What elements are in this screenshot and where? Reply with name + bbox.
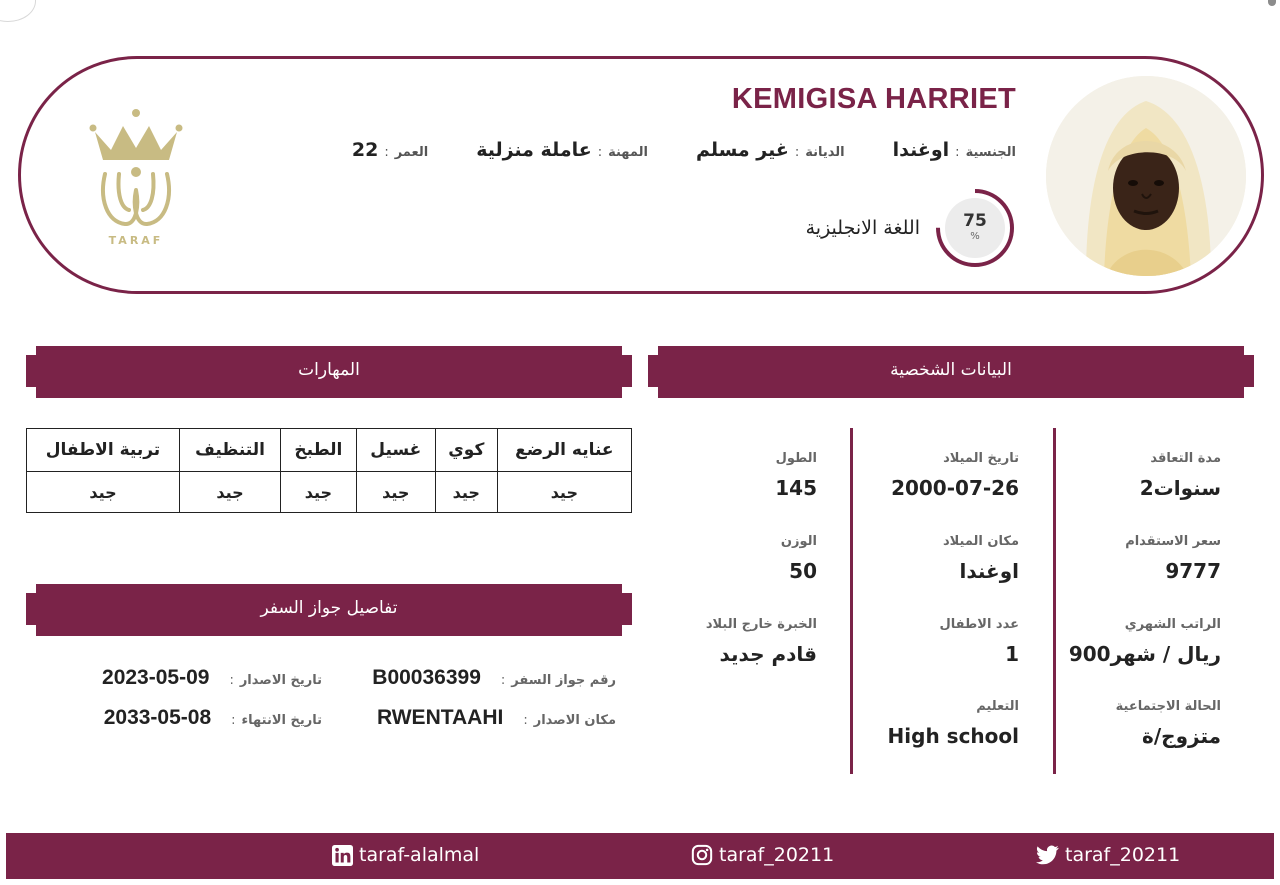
- nationality-value: اوغندا: [892, 139, 950, 161]
- corner-circle: [0, 0, 36, 22]
- profession-item: [476, 139, 648, 161]
- skill-level-cell: جيد: [27, 472, 180, 513]
- instagram-handle: taraf_20211: [719, 844, 835, 866]
- instagram-link[interactable]: [691, 844, 834, 866]
- twitter-link[interactable]: [1036, 844, 1180, 866]
- birth-date-label: تاريخ الميلاد: [943, 451, 1019, 466]
- skill-header-cell: كوي: [435, 429, 497, 472]
- weight-value: 50: [789, 559, 817, 583]
- passport-issue-place: [377, 706, 616, 730]
- skills-table: [26, 428, 632, 513]
- personal-column-1: [1053, 428, 1221, 774]
- separator: :: [229, 673, 234, 688]
- height-label: الطول: [775, 451, 817, 466]
- children-count-label: عدد الاطفال: [939, 617, 1019, 632]
- separator: :: [597, 145, 603, 160]
- religion-value: غير مسلم: [695, 139, 789, 161]
- skill-level-cell: جيد: [281, 472, 357, 513]
- footer: [6, 833, 1274, 879]
- crown-logo-icon: [81, 104, 191, 234]
- taraf-logo: [81, 104, 191, 254]
- worker-photo-illustration: [1046, 76, 1246, 276]
- linkedin-link[interactable]: [332, 844, 479, 866]
- skill-header-cell: غسيل: [356, 429, 435, 472]
- birth-place-label: مكان الميلاد: [942, 534, 1019, 549]
- personal-column-3: [665, 428, 817, 774]
- twitter-handle: taraf_20211: [1065, 844, 1181, 866]
- profile-card: [18, 56, 1264, 294]
- religion-label: الديانة: [805, 145, 845, 160]
- passport-header: [26, 584, 632, 636]
- skills-level-row: [27, 472, 632, 513]
- basic-info-row: [352, 139, 1016, 161]
- marital-status-label: الحالة الاجتماعية: [1115, 699, 1221, 714]
- monthly-salary-label: الراتب الشهري: [1124, 617, 1221, 632]
- personal-column-2: [850, 428, 1019, 774]
- experience-abroad-value: قادم جديد: [719, 642, 817, 666]
- height-value: 145: [775, 476, 817, 500]
- separator: :: [384, 145, 389, 160]
- english-level: [806, 187, 1016, 269]
- children-count: [853, 617, 1019, 666]
- skills-header-row: [27, 429, 632, 472]
- religion-item: [696, 139, 845, 161]
- nationality-item: [893, 139, 1016, 161]
- english-percent-unit: %: [970, 231, 980, 242]
- age-label: العمر: [394, 145, 429, 160]
- profession-label: المهنة: [608, 145, 648, 160]
- experience-abroad-label: الخبرة خارج البلاد: [705, 617, 817, 632]
- personal-data-title: البيانات الشخصية: [890, 360, 1012, 380]
- children-count-value: 1: [1005, 642, 1019, 666]
- logo-text: TARAF: [108, 234, 164, 247]
- height: [665, 451, 817, 500]
- linkedin-icon: [332, 845, 353, 866]
- passport-expiry-date: [104, 706, 322, 730]
- profession-value: عاملة منزلية: [476, 139, 592, 161]
- passport-issue-date-value: 2023-05-09: [102, 666, 210, 689]
- recruitment-price-value: 9777: [1165, 559, 1221, 583]
- age-value: 22: [351, 139, 379, 161]
- skills-title: المهارات: [298, 360, 360, 380]
- skills-header: [26, 346, 632, 398]
- twitter-icon: [1036, 845, 1059, 865]
- skill-level-cell: جيد: [356, 472, 435, 513]
- passport-expiry-date-label: تاريخ الانتهاء: [241, 713, 322, 728]
- passport-number-value: B00036399: [372, 666, 481, 689]
- personal-data-header: [648, 346, 1254, 398]
- passport-issue-date-label: تاريخ الاصدار: [239, 673, 322, 688]
- skill-header-cell: التنظيف: [179, 429, 280, 472]
- contract-duration-label: مدة التعاقد: [1150, 451, 1221, 466]
- english-progress-ring: [934, 187, 1016, 269]
- skill-level-cell: جيد: [179, 472, 280, 513]
- passport-number-label: رقم جواز السفر: [511, 673, 616, 688]
- nationality-label: الجنسية: [965, 145, 1016, 160]
- skill-header-cell: الطبخ: [281, 429, 357, 472]
- passport-expiry-date-value: 2033-05-08: [103, 706, 212, 729]
- recruitment-price: [1056, 534, 1221, 583]
- worker-name: KEMIGISA HARRIET: [731, 83, 1016, 115]
- instagram-icon: [691, 844, 713, 866]
- passport-issue-date: [102, 666, 322, 690]
- birth-place-value: اوغندا: [959, 559, 1019, 583]
- separator: :: [500, 673, 506, 688]
- contract-duration: [1056, 451, 1221, 500]
- separator: :: [794, 145, 800, 160]
- skill-level-cell: جيد: [435, 472, 497, 513]
- worker-photo: [1046, 76, 1246, 276]
- monthly-salary-value: 900ريال / شهر: [1068, 642, 1221, 666]
- weight-label: الوزن: [780, 534, 817, 549]
- separator: :: [523, 713, 528, 728]
- birth-date: [853, 451, 1019, 500]
- monthly-salary: [1056, 617, 1221, 666]
- age-item: [352, 139, 428, 161]
- skill-level-cell: جيد: [497, 472, 631, 513]
- skill-header-cell: عنايه الرضع: [497, 429, 631, 472]
- experience-abroad: [665, 617, 817, 666]
- marital-status-value: متزوج/ة: [1142, 724, 1221, 748]
- english-percent-value: 75: [963, 211, 987, 231]
- recruitment-price-label: سعر الاستقدام: [1125, 534, 1221, 549]
- separator: :: [955, 145, 960, 160]
- passport-number: [372, 666, 616, 690]
- separator: :: [231, 713, 236, 728]
- birth-date-value: 2000-07-26: [891, 476, 1019, 500]
- contract-duration-value: 2سنوات: [1139, 476, 1221, 500]
- education-label: التعليم: [976, 699, 1019, 714]
- education-value: High school: [887, 724, 1019, 748]
- birth-place: [853, 534, 1019, 583]
- marital-status: [1056, 699, 1221, 748]
- passport-issue-place-value: RWENTAAHI: [376, 706, 504, 729]
- skill-header-cell: تربية الاطفال: [27, 429, 180, 472]
- scrollbar-thumb[interactable]: [1268, 0, 1276, 6]
- education: [853, 699, 1019, 748]
- passport-title: تفاصيل جواز السفر: [260, 598, 398, 618]
- english-label: اللغة الانجليزية: [805, 217, 920, 239]
- passport-issue-place-label: مكان الاصدار: [533, 713, 616, 728]
- linkedin-handle: taraf-alalmal: [359, 844, 480, 866]
- weight: [665, 534, 817, 583]
